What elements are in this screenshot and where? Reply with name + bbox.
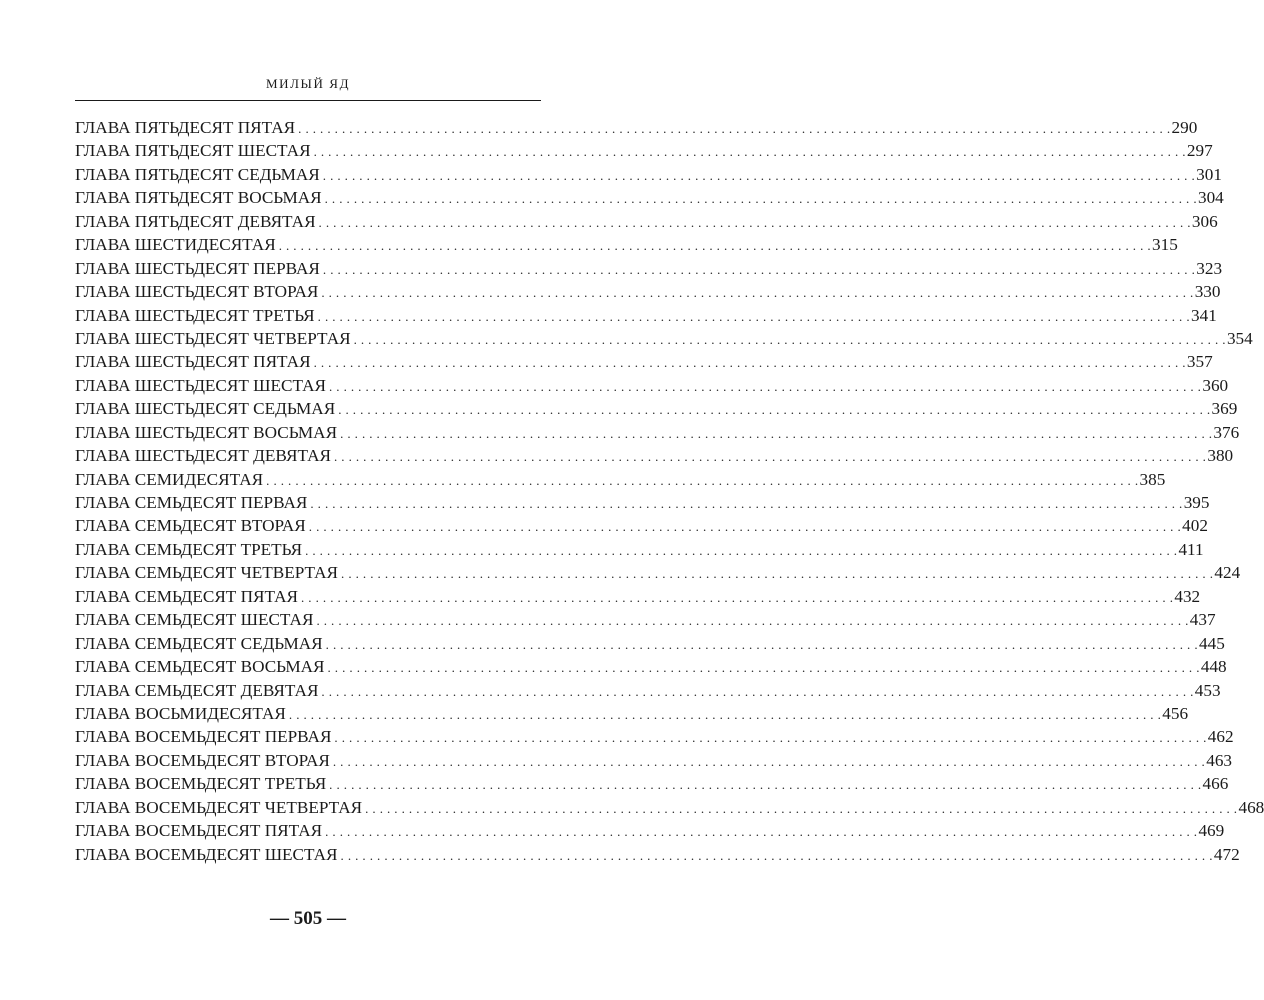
toc-entry-page: 466 [1202, 774, 1229, 794]
toc-entry-title: ГЛАВА ШЕСТЬДЕСЯТ ШЕСТАЯ [75, 375, 326, 395]
toc-entry-page: 445 [1199, 633, 1225, 653]
toc-dot-leader: . . . . . . . . . . . . . . . . . . . . . . . . . . . . . . . . . . . . . . . . . . . . . . . . . . . . . . . . . . . . . . . . . . . . . . . . . . . . . . . . . . . . . . . . . . . . . . . . . . . . . . . . . . . . . . . . . . . . . . . . [340, 425, 1213, 441]
toc-entry-title: ГЛАВА ПЯТЬДЕСЯТ ШЕСТАЯ [75, 141, 311, 161]
toc-dot-leader: . . . . . . . . . . . . . . . . . . . . . . . . . . . . . . . . . . . . . . . . . . . . . . . . . . . . . . . . . . . . . . . . . . . . . . . . . . . . . . . . . . . . . . . . . . . . . . . . . . . . . . . . . . . . . . . . . . . . . . . . [338, 402, 1211, 418]
toc-entry-page: 360 [1202, 375, 1229, 395]
toc-entry-page: 369 [1211, 399, 1238, 419]
toc-dot-leader: . . . . . . . . . . . . . . . . . . . . . . . . . . . . . . . . . . . . . . . . . . . . . . . . . . . . . . . . . . . . . . . . . . . . . . . . . . . . . . . . . . . . . . . . . . . . . . . . . . . . . . . . . . . . . . . . . . . . . . . . [313, 144, 1186, 160]
toc-entry-title: ГЛАВА СЕМЬДЕСЯТ ДЕВЯТАЯ [75, 680, 319, 700]
toc-dot-leader: . . . . . . . . . . . . . . . . . . . . . . . . . . . . . . . . . . . . . . . . . . . . . . . . . . . . . . . . . . . . . . . . . . . . . . . . . . . . . . . . . . . . . . . . . . . . . . . . . . . . . . . . . . . . . . . . . . . . . . . . [278, 238, 1152, 254]
toc-dot-leader: . . . . . . . . . . . . . . . . . . . . . . . . . . . . . . . . . . . . . . . . . . . . . . . . . . . . . . . . . . . . . . . . . . . . . . . . . . . . . . . . . . . . . . . . . . . . . . . . . . . . . . . . . . . . . . . . . . . . . . . . [327, 660, 1200, 676]
toc-entry [75, 210, 1218, 233]
toc-entry-title: ГЛАВА СЕМЬДЕСЯТ ПЕРВАЯ [75, 493, 308, 512]
toc-entry-title: ГЛАВА СЕМЬДЕСЯТ СЕДЬМАЯ [75, 633, 323, 653]
toc-entry-page: 385 [1139, 469, 1166, 489]
toc-entry-page: 411 [1178, 539, 1204, 559]
toc-entry-page: 469 [1198, 821, 1225, 841]
toc-dot-leader: . . . . . . . . . . . . . . . . . . . . . . . . . . . . . . . . . . . . . . . . . . . . . . . . . . . . . . . . . . . . . . . . . . . . . . . . . . . . . . . . . . . . . . . . . . . . . . . . . . . . . . . . . . . . . . . . . . . . . . . . [325, 824, 1198, 840]
toc-entry-page: 301 [1196, 164, 1222, 184]
toc-entry [75, 749, 1232, 772]
toc-entry-title: ГЛАВА СЕМЬДЕСЯТ ПЯТАЯ [75, 586, 298, 606]
toc-entry [75, 585, 1201, 608]
toc-entry [75, 843, 1240, 866]
toc-dot-leader: . . . . . . . . . . . . . . . . . . . . . . . . . . . . . . . . . . . . . . . . . . . . . . . . . . . . . . . . . . . . . . . . . . . . . . . . . . . . . . . . . . . . . . . . . . . . . . . . . . . . . . . . . . . . . . . . . . . . . . . . [318, 214, 1191, 230]
toc-entry-page: 306 [1191, 211, 1218, 231]
toc-entry-title: ГЛАВА ПЯТЬДЕСЯТ СЕДЬМАЯ [75, 164, 320, 184]
toc-entry-title: ГЛАВА ШЕСТЬДЕСЯТ ВТОРАЯ [75, 282, 319, 302]
toc-entry [75, 186, 1224, 209]
toc-entry [75, 514, 1208, 537]
toc-entry [75, 819, 1225, 842]
toc-entry-title: ГЛАВА ВОСЕМЬДЕСЯТ ЧЕТВЕРТАЯ [75, 797, 363, 817]
toc-dot-leader: . . . . . . . . . . . . . . . . . . . . . . . . . . . . . . . . . . . . . . . . . . . . . . . . . . . . . . . . . . . . . . . . . . . . . . . . . . . . . . . . . . . . . . . . . . . . . . . . . . . . . . . . . . . . . . . . . . . . . . . . [308, 519, 1182, 535]
toc-entry-page: 380 [1207, 446, 1234, 466]
toc-entry [75, 327, 1253, 350]
toc-dot-leader: . . . . . . . . . . . . . . . . . . . . . . . . . . . . . . . . . . . . . . . . . . . . . . . . . . . . . . . . . . . . . . . . . . . . . . . . . . . . . . . . . . . . . . . . . . . . . . . . . . . . . . . . . . . . . . . . . . . . . . . . [317, 308, 1190, 324]
toc-dot-leader: . . . . . . . . . . . . . . . . . . . . . . . . . . . . . . . . . . . . . . . . . . . . . . . . . . . . . . . . . . . . . . . . . . . . . . . . . . . . . . . . . . . . . . . . . . . . . . . . . . . . . . . . . . . . . . . . . . . . . . . . [332, 753, 1206, 769]
toc-dot-leader: . . . . . . . . . . . . . . . . . . . . . . . . . . . . . . . . . . . . . . . . . . . . . . . . . . . . . . . . . . . . . . . . . . . . . . . . . . . . . . . . . . . . . . . . . . . . . . . . . . . . . . . . . . . . . . . . . . . . . . . . [333, 449, 1207, 465]
table-of-contents [75, 116, 1264, 866]
toc-dot-leader: . . . . . . . . . . . . . . . . . . . . . . . . . . . . . . . . . . . . . . . . . . . . . . . . . . . . . . . . . . . . . . . . . . . . . . . . . . . . . . . . . . . . . . . . . . . . . . . . . . . . . . . . . . . . . . . . . . . . . . . . [325, 636, 1198, 652]
toc-entry-title: ГЛАВА ВОСЬМИДЕСЯТАЯ [75, 703, 286, 723]
toc-entry [75, 725, 1234, 748]
toc-entry-page: 330 [1194, 282, 1221, 302]
toc-dot-leader: . . . . . . . . . . . . . . . . . . . . . . . . . . . . . . . . . . . . . . . . . . . . . . . . . . . . . . . . . . . . . . . . . . . . . . . . . . . . . . . . . . . . . . . . . . . . . . . . . . . . . . . . . . . . . . . . . . . . . . . . [301, 589, 1174, 605]
toc-entry [75, 139, 1213, 162]
toc-entry [75, 257, 1223, 280]
toc-entry-page: 402 [1182, 516, 1208, 536]
toc-entry-title: ГЛАВА ШЕСТЬДЕСЯТ ДЕВЯТАЯ [75, 446, 331, 466]
toc-dot-leader: . . . . . . . . . . . . . . . . . . . . . . . . . . . . . . . . . . . . . . . . . . . . . . . . . . . . . . . . . . . . . . . . . . . . . . . . . . . . . . . . . . . . . . . . . . . . . . . . . . . . . . . . . . . . . . . . . . . . . . . . [328, 378, 1202, 394]
toc-entry-page: 468 [1238, 797, 1264, 817]
toc-entry-title: ГЛАВА СЕМЬДЕСЯТ ВОСЬМАЯ [75, 657, 325, 677]
toc-dot-leader: . . . . . . . . . . . . . . . . . . . . . . . . . . . . . . . . . . . . . . . . . . . . . . . . . . . . . . . . . . . . . . . . . . . . . . . . . . . . . . . . . . . . . . . . . . . . . . . . . . . . . . . . . . . . . . . . . . . . . . . . [322, 167, 1196, 183]
toc-dot-leader: . . . . . . . . . . . . . . . . . . . . . . . . . . . . . . . . . . . . . . . . . . . . . . . . . . . . . . . . . . . . . . . . . . . . . . . . . . . . . . . . . . . . . . . . . . . . . . . . . . . . . . . . . . . . . . . . . . . . . . . . [329, 777, 1202, 793]
toc-entry [75, 116, 1198, 139]
toc-entry-title: ГЛАВА ВОСЕМЬДЕСЯТ ПЕРВАЯ [75, 727, 332, 747]
toc-entry-page: 462 [1207, 727, 1234, 747]
toc-entry-page: 341 [1191, 305, 1217, 325]
toc-entry [75, 280, 1221, 303]
toc-entry-page: 453 [1194, 680, 1221, 700]
toc-entry-page: 315 [1152, 235, 1178, 255]
toc-entry-title: ГЛАВА ШЕСТЬДЕСЯТ ПЯТАЯ [75, 352, 311, 372]
toc-entry-title: ГЛАВА ШЕСТЬДЕСЯТ СЕДЬМАЯ [75, 399, 336, 419]
toc-dot-leader: . . . . . . . . . . . . . . . . . . . . . . . . . . . . . . . . . . . . . . . . . . . . . . . . . . . . . . . . . . . . . . . . . . . . . . . . . . . . . . . . . . . . . . . . . . . . . . . . . . . . . . . . . . . . . . . . . . . . . . . . [334, 730, 1207, 746]
toc-entry-title: ГЛАВА ШЕСТЬДЕСЯТ ВОСЬМАЯ [75, 422, 338, 442]
toc-dot-leader: . . . . . . . . . . . . . . . . . . . . . . . . . . . . . . . . . . . . . . . . . . . . . . . . . . . . . . . . . . . . . . . . . . . . . . . . . . . . . . . . . . . . . . . . . . . . . . . . . . . . . . . . . . . . . . . . . . . . . . . . [316, 613, 1189, 629]
toc-entry [75, 374, 1229, 397]
toc-entry [75, 796, 1264, 819]
toc-dot-leader: . . . . . . . . . . . . . . . . . . . . . . . . . . . . . . . . . . . . . . . . . . . . . . . . . . . . . . . . . . . . . . . . . . . . . . . . . . . . . . . . . . . . . . . . . . . . . . . . . . . . . . . . . . . . . . . . . . . . . . . . [353, 331, 1226, 347]
running-header: МИЛЫЙ ЯД [265, 76, 351, 91]
header-rule [75, 100, 541, 101]
toc-entry-page: 290 [1171, 118, 1198, 137]
toc-entry-page: 354 [1226, 328, 1253, 348]
toc-entry [75, 397, 1238, 420]
toc-dot-leader: . . . . . . . . . . . . . . . . . . . . . . . . . . . . . . . . . . . . . . . . . . . . . . . . . . . . . . . . . . . . . . . . . . . . . . . . . . . . . . . . . . . . . . . . . . . . . . . . . . . . . . . . . . . . . . . . . . . . . . . . [305, 542, 1178, 558]
toc-entry [75, 444, 1234, 467]
toc-entry-page: 395 [1183, 493, 1210, 512]
toc-entry-page: 357 [1186, 352, 1213, 372]
toc-entry [75, 421, 1240, 444]
toc-entry-page: 456 [1162, 703, 1189, 723]
toc-entry-page: 463 [1206, 750, 1232, 770]
toc-dot-leader: . . . . . . . . . . . . . . . . . . . . . . . . . . . . . . . . . . . . . . . . . . . . . . . . . . . . . . . . . . . . . . . . . . . . . . . . . . . . . . . . . . . . . . . . . . . . . . . . . . . . . . . . . . . . . . . . . . . . . . . . [321, 683, 1194, 699]
toc-entry-page: 437 [1189, 610, 1216, 630]
toc-dot-leader: . . . . . . . . . . . . . . . . . . . . . . . . . . . . . . . . . . . . . . . . . . . . . . . . . . . . . . . . . . . . . . . . . . . . . . . . . . . . . . . . . . . . . . . . . . . . . . . . . . . . . . . . . . . . . . . . . . . . . . . . [365, 800, 1238, 816]
toc-entry-page: 304 [1197, 188, 1224, 208]
toc-dot-leader: . . . . . . . . . . . . . . . . . . . . . . . . . . . . . . . . . . . . . . . . . . . . . . . . . . . . . . . . . . . . . . . . . . . . . . . . . . . . . . . . . . . . . . . . . . . . . . . . . . . . . . . . . . . . . . . . . . . . . . . . [340, 847, 1213, 863]
toc-entry [75, 304, 1217, 327]
toc-entry [75, 468, 1166, 491]
toc-entry-title: ГЛАВА СЕМЬДЕСЯТ ВТОРАЯ [75, 516, 306, 536]
page-number: — 505 — [270, 908, 346, 929]
toc-entry [75, 561, 1241, 584]
toc-entry-page: 376 [1213, 422, 1240, 442]
toc-entry [75, 655, 1227, 678]
toc-entry [75, 772, 1229, 795]
toc-entry [75, 679, 1221, 702]
toc-entry-page: 472 [1213, 844, 1240, 864]
toc-entry-title: ГЛАВА ВОСЕМЬДЕСЯТ ВТОРАЯ [75, 750, 330, 770]
toc-entry-title: ГЛАВА ВОСЕМЬДЕСЯТ ШЕСТАЯ [75, 844, 338, 864]
toc-entry-title: ГЛАВА ШЕСТЬДЕСЯТ ТРЕТЬЯ [75, 305, 315, 325]
toc-entry-title: ГЛАВА СЕМЬДЕСЯТ ШЕСТАЯ [75, 610, 314, 630]
toc-dot-leader: . . . . . . . . . . . . . . . . . . . . . . . . . . . . . . . . . . . . . . . . . . . . . . . . . . . . . . . . . . . . . . . . . . . . . . . . . . . . . . . . . . . . . . . . . . . . . . . . . . . . . . . . . . . . . . . . . . . . . . . . [341, 566, 1214, 582]
toc-dot-leader: . . . . . . . . . . . . . . . . . . . . . . . . . . . . . . . . . . . . . . . . . . . . . . . . . . . . . . . . . . . . . . . . . . . . . . . . . . . . . . . . . . . . . . . . . . . . . . . . . . . . . . . . . . . . . . . . . . . . . . . . [313, 355, 1186, 371]
toc-entry [75, 608, 1216, 631]
toc-entry-title: ГЛАВА СЕМЬДЕСЯТ ЧЕТВЕРТАЯ [75, 563, 339, 583]
toc-entry [75, 233, 1178, 256]
toc-entry-title: ГЛАВА СЕМЬДЕСЯТ ТРЕТЬЯ [75, 539, 303, 559]
toc-dot-leader: . . . . . . . . . . . . . . . . . . . . . . . . . . . . . . . . . . . . . . . . . . . . . . . . . . . . . . . . . . . . . . . . . . . . . . . . . . . . . . . . . . . . . . . . . . . . . . . . . . . . . . . . . . . . . . . . . . . . . . . . [298, 121, 1171, 136]
toc-dot-leader: . . . . . . . . . . . . . . . . . . . . . . . . . . . . . . . . . . . . . . . . . . . . . . . . . . . . . . . . . . . . . . . . . . . . . . . . . . . . . . . . . . . . . . . . . . . . . . . . . . . . . . . . . . . . . . . . . . . . . . . . [266, 472, 1139, 488]
toc-entry [75, 491, 1210, 514]
toc-entry-title: ГЛАВА ПЯТЬДЕСЯТ ПЯТАЯ [75, 118, 296, 137]
toc-entry-title: ГЛАВА ШЕСТЬДЕСЯТ ЧЕТВЕРТАЯ [75, 328, 351, 348]
toc-entry-title: ГЛАВА ПЯТЬДЕСЯТ ДЕВЯТАЯ [75, 211, 316, 231]
toc-dot-leader: . . . . . . . . . . . . . . . . . . . . . . . . . . . . . . . . . . . . . . . . . . . . . . . . . . . . . . . . . . . . . . . . . . . . . . . . . . . . . . . . . . . . . . . . . . . . . . . . . . . . . . . . . . . . . . . . . . . . . . . . [321, 285, 1194, 301]
toc-entry-title: ГЛАВА СЕМИДЕСЯТАЯ [75, 469, 264, 489]
toc-dot-leader: . . . . . . . . . . . . . . . . . . . . . . . . . . . . . . . . . . . . . . . . . . . . . . . . . . . . . . . . . . . . . . . . . . . . . . . . . . . . . . . . . . . . . . . . . . . . . . . . . . . . . . . . . . . . . . . . . . . . . . . . [288, 706, 1162, 722]
toc-entry-title: ГЛАВА ВОСЕМЬДЕСЯТ ПЯТАЯ [75, 821, 323, 841]
toc-dot-leader: . . . . . . . . . . . . . . . . . . . . . . . . . . . . . . . . . . . . . . . . . . . . . . . . . . . . . . . . . . . . . . . . . . . . . . . . . . . . . . . . . . . . . . . . . . . . . . . . . . . . . . . . . . . . . . . . . . . . . . . . [324, 191, 1197, 207]
toc-entry-page: 432 [1174, 586, 1201, 606]
toc-entry [75, 632, 1225, 655]
toc-entry-title: ГЛАВА ШЕСТИДЕСЯТАЯ [75, 235, 276, 255]
toc-entry-page: 424 [1214, 563, 1241, 583]
toc-entry-page: 448 [1200, 657, 1227, 677]
toc-entry-title: ГЛАВА ВОСЕМЬДЕСЯТ ТРЕТЬЯ [75, 774, 327, 794]
toc-dot-leader: . . . . . . . . . . . . . . . . . . . . . . . . . . . . . . . . . . . . . . . . . . . . . . . . . . . . . . . . . . . . . . . . . . . . . . . . . . . . . . . . . . . . . . . . . . . . . . . . . . . . . . . . . . . . . . . . . . . . . . . . [310, 496, 1183, 511]
toc-dot-leader: . . . . . . . . . . . . . . . . . . . . . . . . . . . . . . . . . . . . . . . . . . . . . . . . . . . . . . . . . . . . . . . . . . . . . . . . . . . . . . . . . . . . . . . . . . . . . . . . . . . . . . . . . . . . . . . . . . . . . . . . [322, 261, 1196, 277]
toc-entry-title: ГЛАВА ШЕСТЬДЕСЯТ ПЕРВАЯ [75, 258, 320, 278]
toc-entry [75, 702, 1189, 725]
toc-entry [75, 163, 1222, 186]
toc-entry [75, 538, 1204, 561]
toc-entry-page: 323 [1196, 258, 1223, 278]
toc-entry-page: 297 [1186, 141, 1213, 161]
toc-entry-title: ГЛАВА ПЯТЬДЕСЯТ ВОСЬМАЯ [75, 188, 322, 208]
toc-entry [75, 350, 1213, 373]
